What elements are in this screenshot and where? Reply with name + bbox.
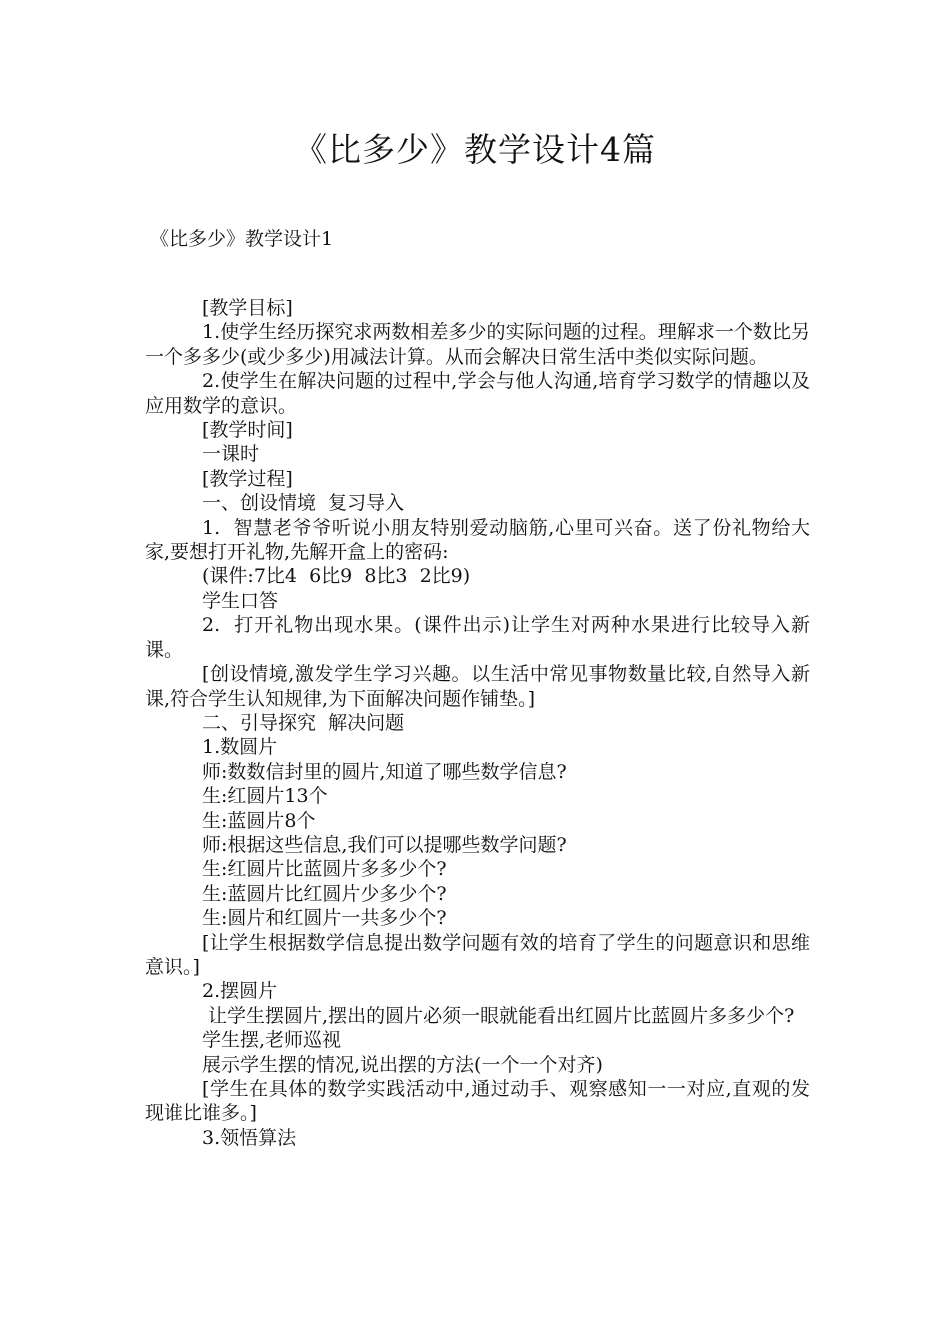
document-title: 《比多少》教学设计4篇 [294,130,656,169]
paragraph-heading: [教学过程] [202,467,293,490]
paragraph: 学生摆,老师巡视 [202,1029,342,1052]
paragraph: 3.领悟算法 [202,1126,297,1149]
paragraph-heading: [教学时间] [202,419,293,442]
paragraph: 生:红圆片比蓝圆片多多少个? [202,858,447,881]
paragraph: 1.数圆片 [202,736,278,759]
paragraph: 一、创设情境 复习导入 [202,492,405,515]
paragraph: 1.使学生经历探究求两数相差多少的实际问题的过程。理解求一个数比另一个多多少(或少多少)用减法计算。从而会解决日常生活中类似实际问题。 [145,321,810,368]
paragraph: 1. 智慧老爷爷听说小朋友特别爱动脑筋,心里可兴奋。送了份礼物给大家,要想打开礼物,先解开盒上的密码: [145,516,810,564]
paragraph: 2.使学生在解决问题的过程中,学会与他人沟通,培育学习数学的情趣以及应用数学的意识。 [145,370,810,417]
paragraph: 生:蓝圆片8个 [202,809,316,832]
document-body [145,296,810,1150]
paragraph: 一课时 [202,443,260,466]
paragraph: (课件:7比4 6比9 8比3 2比9) [202,565,471,588]
paragraph-note: [学生在具体的数学实践活动中,通过动手、观察感知一一对应,直观的发现谁比谁多。] [145,1078,810,1125]
section-title: 《比多少》教学设计1 [150,228,334,250]
paragraph: 师:数数信封里的圆片,知道了哪些数学信息? [202,760,567,783]
paragraph-note: [让学生根据数学信息提出数学问题有效的培育了学生的问题意识和思维意识。] [145,931,810,978]
paragraph: 2. 打开礼物出现水果。(课件出示)让学生对两种水果进行比较导入新课。 [145,614,810,661]
paragraph: 二、引导探究 解决问题 [202,711,405,734]
paragraph: 展示学生摆的情况,说出摆的方法(一个一个对齐) [202,1053,603,1076]
paragraph-heading: [教学目标] [202,297,293,319]
paragraph: 学生口答 [202,589,279,612]
paragraph: 2.摆圆片 [202,980,278,1003]
paragraph: 生:圆片和红圆片一共多少个? [202,907,447,930]
paragraph-note: [创设情境,激发学生学习兴趣。以生活中常见事物数量比较,自然导入新课,符合学生认知规律,为下面解决问题作铺垫。] [145,663,810,710]
paragraph: 让学生摆圆片,摆出的圆片必须一眼就能看出红圆片比蓝圆片多多少个? [202,1004,795,1027]
paragraph: 生:蓝圆片比红圆片少多少个? [202,882,447,905]
paragraph: 生:红圆片13个 [202,785,328,808]
paragraph: 师:根据这些信息,我们可以提哪些数学问题? [202,833,567,856]
